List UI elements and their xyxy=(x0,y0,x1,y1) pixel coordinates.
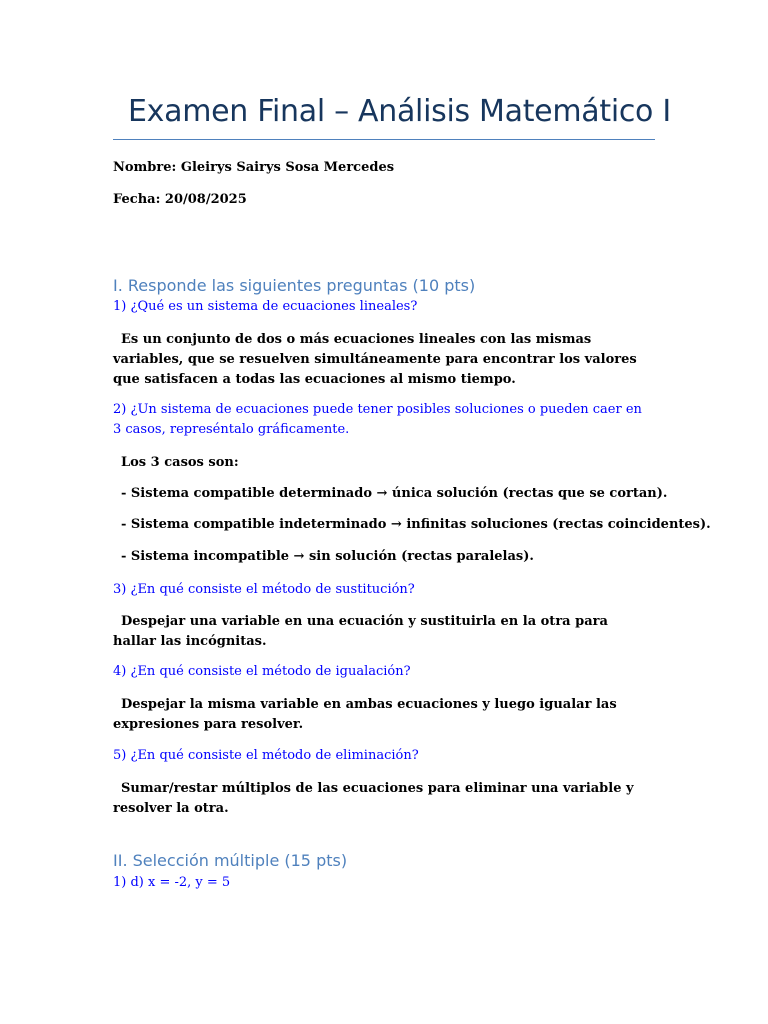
title-underline xyxy=(113,139,655,140)
section-2-heading: II. Selección múltiple (15 pts) xyxy=(113,851,348,870)
answer-5: Sumar/restar múltiplos de las ecuaciones para eliminar una variable y resolver la otra. xyxy=(113,781,634,816)
answer-2-intro: Los 3 casos son: xyxy=(121,455,239,470)
answer-1: Es un conjunto de dos o más ecuaciones lineales con las mismas variables, que se resuelven simultáneamente para encontrar los valores que satisfacen a todas las ecuaciones al mismo tiempo. xyxy=(113,332,637,387)
question-3: 3) ¿En qué consiste el método de sustitución? xyxy=(113,582,415,597)
answer-2-case-2: - Sistema compatible indeterminado → infinitas soluciones (rectas coincidentes). xyxy=(121,517,711,532)
answer-4: Despejar la misma variable en ambas ecuaciones y luego igualar las expresiones para resolver. xyxy=(113,697,617,732)
question-4: 4) ¿En qué consiste el método de igualación? xyxy=(113,664,411,679)
question-1: 1) ¿Qué es un sistema de ecuaciones lineales? xyxy=(113,299,418,314)
answer-3: Despejar una variable en una ecuación y sustituirla en la otra para hallar las incógnitas. xyxy=(113,614,608,649)
document-title: Examen Final – Análisis Matemático I xyxy=(128,94,671,129)
multiple-choice-answer-1: 1) d) x = -2, y = 5 xyxy=(113,875,231,890)
question-5: 5) ¿En qué consiste el método de eliminación? xyxy=(113,748,419,763)
answer-2-case-1: - Sistema compatible determinado → única solución (rectas que se cortan). xyxy=(121,486,668,501)
student-name: Nombre: Gleirys Sairys Sosa Mercedes xyxy=(113,160,395,175)
question-2: 2) ¿Un sistema de ecuaciones puede tener posibles soluciones o pueden caer en 3 casos, represéntalo gráficamente. xyxy=(113,402,642,437)
exam-date: Fecha: 20/08/2025 xyxy=(113,192,247,207)
section-1-heading: I. Responde las siguientes preguntas (10 pts) xyxy=(113,276,476,295)
answer-2-case-3: - Sistema incompatible → sin solución (rectas paralelas). xyxy=(121,549,534,564)
